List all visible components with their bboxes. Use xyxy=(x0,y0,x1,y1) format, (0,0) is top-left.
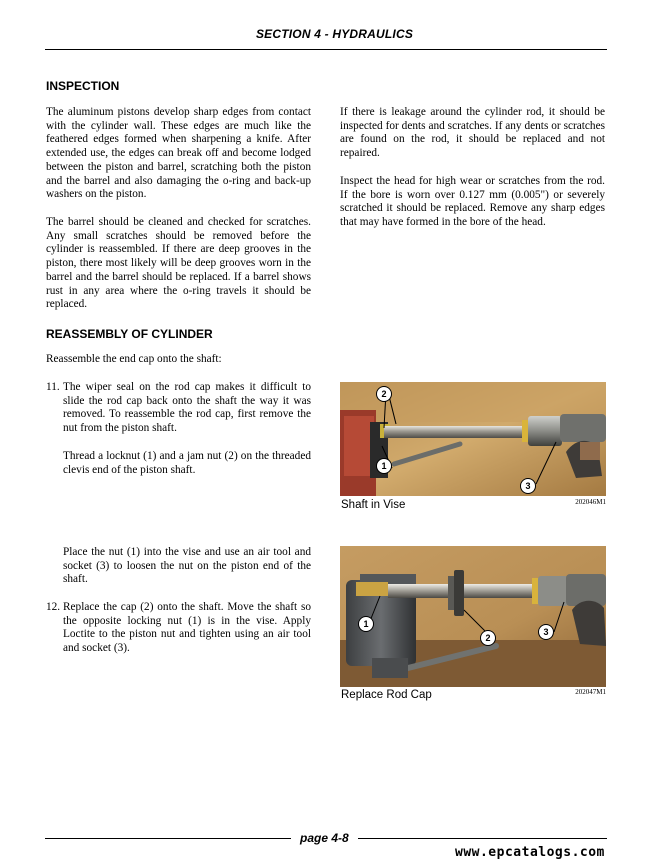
footer-rule-right xyxy=(358,838,607,839)
callout-1: 1 xyxy=(358,616,374,632)
callout-2: 2 xyxy=(480,630,496,646)
step-11 xyxy=(46,381,311,436)
footer-rule-left xyxy=(45,838,291,839)
callout-2: 2 xyxy=(376,386,392,402)
step-12 xyxy=(46,601,311,656)
watermark: www.epcatalogs.com xyxy=(455,845,605,860)
inspection-heading: INSPECTION xyxy=(46,79,120,93)
figure-id-2: 202047M1 xyxy=(575,688,606,696)
inspection-left-paragraph-1: The aluminum pistons develop sharp edges from contact with the cylinder wall. These edges are much like the feathered edges formed when sharpening a knife. After extended use, the edges can break off and become lodged between the piston and barrel, scratching both the piston and the barrel and also damaging the o-ring and back-up washers on the piston. xyxy=(46,106,311,201)
step-11-number: 11. xyxy=(46,381,60,393)
figure-id-1: 202046M1 xyxy=(575,498,606,506)
header-rule xyxy=(45,49,607,50)
callout-1: 1 xyxy=(376,458,392,474)
replace-rod-cap-photo xyxy=(340,546,606,687)
reassembly-heading: REASSEMBLY OF CYLINDER xyxy=(46,327,213,341)
page-number: page 4-8 xyxy=(300,831,349,845)
figure-caption-shaft-in-vise: Shaft in Vise xyxy=(341,499,406,511)
reassembly-intro: Reassemble the end cap onto the shaft: xyxy=(46,353,222,365)
shaft-in-vise-photo xyxy=(340,382,606,496)
inspection-left-paragraph-2: The barrel should be cleaned and checked for scratches. Any small scratches should be removed before the cylinder is reassembled. If there are deep grooves in the piston, there most likely will be deep grooves worn in the barrel and the barrel should be replaced. If a barrel shows rust in any area where the o-ring travels it should be replaced. xyxy=(46,216,311,311)
step-12-text: Replace the cap (2) onto the shaft. Move the shaft so the opposite locking nut (1) is in the vise. Apply Loctite to the piston nut and tighten using an air tool and socket (3). xyxy=(63,601,311,655)
inspection-right-paragraph-2: Inspect the head for high wear or scratches from the rod. If the bore is worn over 0.127 mm (0.005") or severely scratched it should be replaced. Remove any sharp edges that may have formed in the bore of the head. xyxy=(340,175,605,229)
step-11-text: The wiper seal on the rod cap makes it difficult to slide the rod cap back onto the shaft the way it was removed. To reassemble the rod cap, first remove the nut from the piston shaft. xyxy=(63,381,311,435)
section-title: SECTION 4 - HYDRAULICS xyxy=(255,27,414,41)
inspection-right-paragraph-1: If there is leakage around the cylinder rod, it should be inspected for dents and scratches. If any dents or scratches are found on the rod, it should be replaced and not repaired. xyxy=(340,106,605,160)
callout-3: 3 xyxy=(538,624,554,640)
callout-3: 3 xyxy=(520,478,536,494)
step-11-paragraph-3: Place the nut (1) into the vise and use an air tool and socket (3) to loosen the nut on the piston end of the shaft. xyxy=(63,546,311,586)
step-12-number: 12. xyxy=(46,601,61,613)
step-11-paragraph-2: Thread a locknut (1) and a jam nut (2) on the threaded clevis end of the piston shaft. xyxy=(63,450,311,476)
figure-caption-replace-rod-cap: Replace Rod Cap xyxy=(341,689,432,701)
